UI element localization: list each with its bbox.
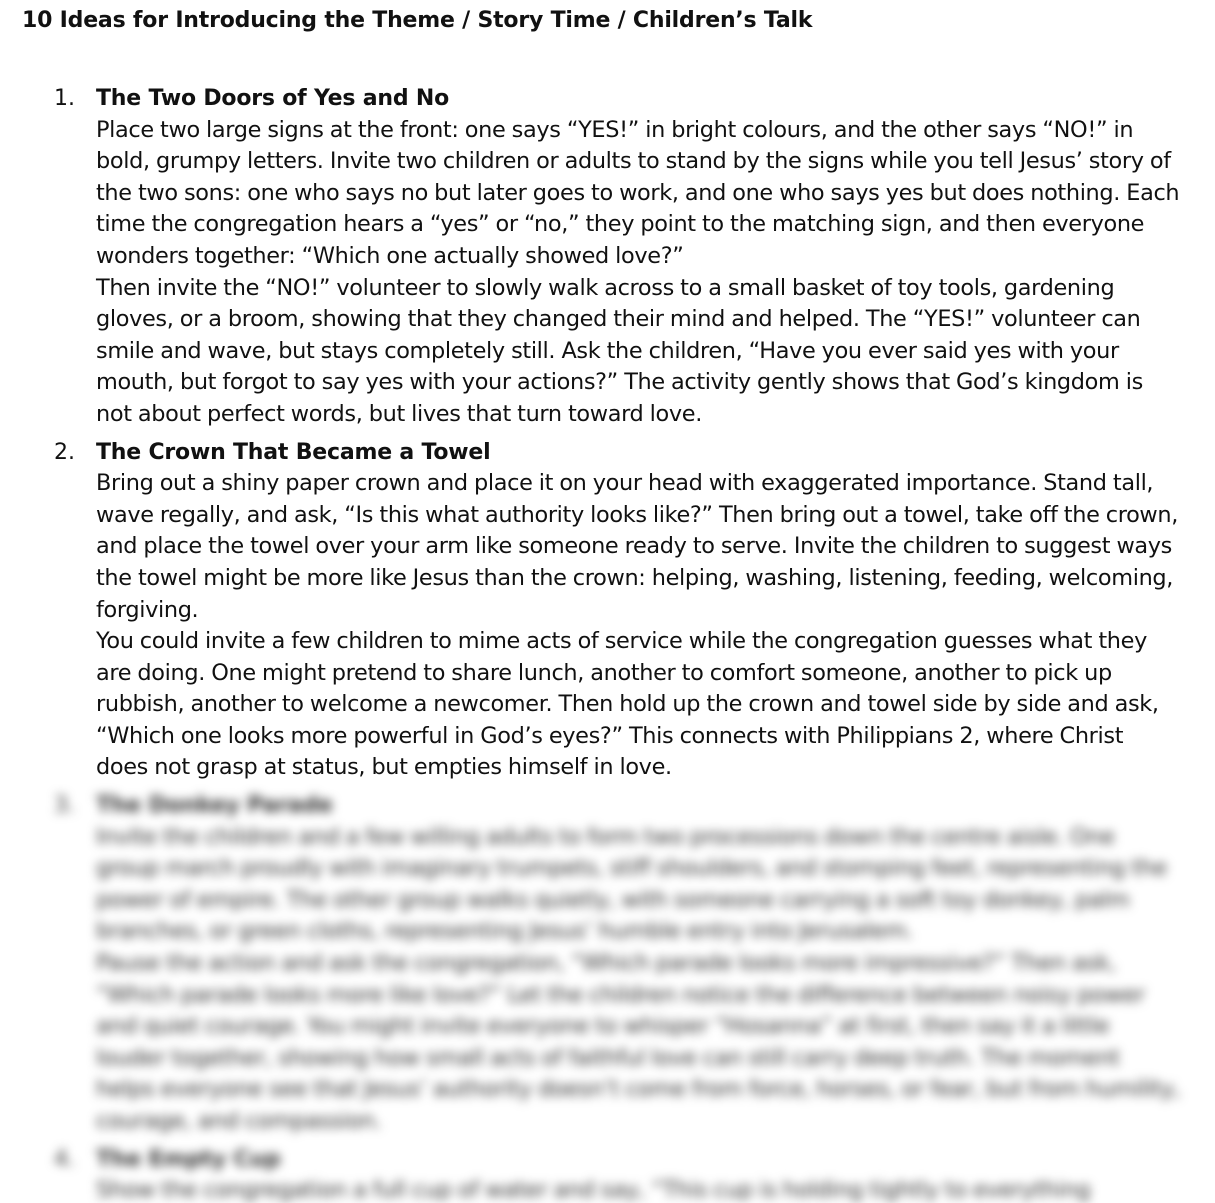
ideas-list [0,83,1215,1203]
item-paragraph: Place two large signs at the front: one says “YES!” in bright colours, and the other says “NO!” in bold, grumpy letters. Invite two children or adults to stand by the signs while you tell Jesus’ story of the two sons: one who says no but later goes to work, and one who says yes but does nothing. Each time the congregation hears a “yes” or “no,” they point to the matching sign, and then everyone wonders together: “Which one actually showed love?” [96,116,1180,269]
item-paragraph: Then invite the “NO!” volunteer to slowly walk across to a small basket of toy tools, gardening gloves, or a broom, showing that they changed their mind and helped. The “YES!” volunteer can smile and wave, but stays completely still. Ask the children, “Have you ever said yes with your mouth, but forgot to say yes with your actions?” The activity gently shows that God’s kingdom is not about perfect words, but lives that turn toward love. [96,274,1143,427]
list-item-blurred [0,790,1215,1138]
item-paragraph: Show the congregation a full cup of water and say, “This cup is holding tightly to everything [96,1177,1091,1203]
item-body [96,790,1181,1138]
item-paragraph: Pause the action and ask the congregation, “Which parade looks more impressive?” Then ask, “Which parade looks more like love?” Let the children notice the difference between noisy power and quiet courage. You might invite everyone to whisper “Hosanna” at first, then say it a little louder together, showing how small acts of faithful love can still carry deep truth. The moment helps everyone see that Jesus’ authority doesn’t come from force, horses, or fear, but from humility, courage, and compassion. [96,950,1181,1134]
item-title: The Two Doors of Yes and No [96,86,450,111]
list-item [0,83,1215,431]
item-paragraph: Invite the children and a few willing adults to form two processions down the centre aisle. One group march proudly with imaginary trumpets, stiff shoulders, and stomping feet, representing the power of empire. The other group walks quietly, with someone carrying a soft toy donkey, palm branches, or green cloths, representing Jesus’ humble entry into Jerusalem. [96,823,1167,945]
item-paragraph: You could invite a few children to mime acts of service while the congregation guesses what they are doing. One might pretend to share lunch, another to comfort someone, another to pick up rubbish, another to welcome a newcomer. Then hold up the crown and towel side by side and ask, “Which one looks more powerful in God’s eyes?” This connects with Philippians 2, where Christ does not grasp at status, but empties himself in love. [96,628,1159,781]
item-number: 4. [54,1146,75,1172]
item-title: The Empty Cup [96,1146,281,1172]
item-paragraph: Bring out a shiny paper crown and place it on your head with exaggerated importance. Stand tall, wave regally, and ask, “Is this what authority looks like?” Then bring out a towel, take off the crown, and place the towel over your arm like someone ready to serve. Invite the children to suggest ways the towel might be more like Jesus than the crown: helping, washing, listening, feeding, welcoming, forgiving. [96,470,1179,623]
document-title: 10 Ideas for Introducing the Theme / Story Time / Children’s Talk [22,8,813,33]
list-item-blurred [0,1144,1215,1203]
item-title: The Donkey Parade [96,793,333,819]
item-body [96,437,1181,785]
list-item [0,437,1215,785]
item-title: The Crown That Became a Towel [96,439,491,465]
item-body [96,1144,1181,1203]
item-number: 1. [54,86,75,111]
item-body [96,83,1181,431]
item-number: 3. [54,793,75,819]
item-number: 2. [54,439,75,465]
